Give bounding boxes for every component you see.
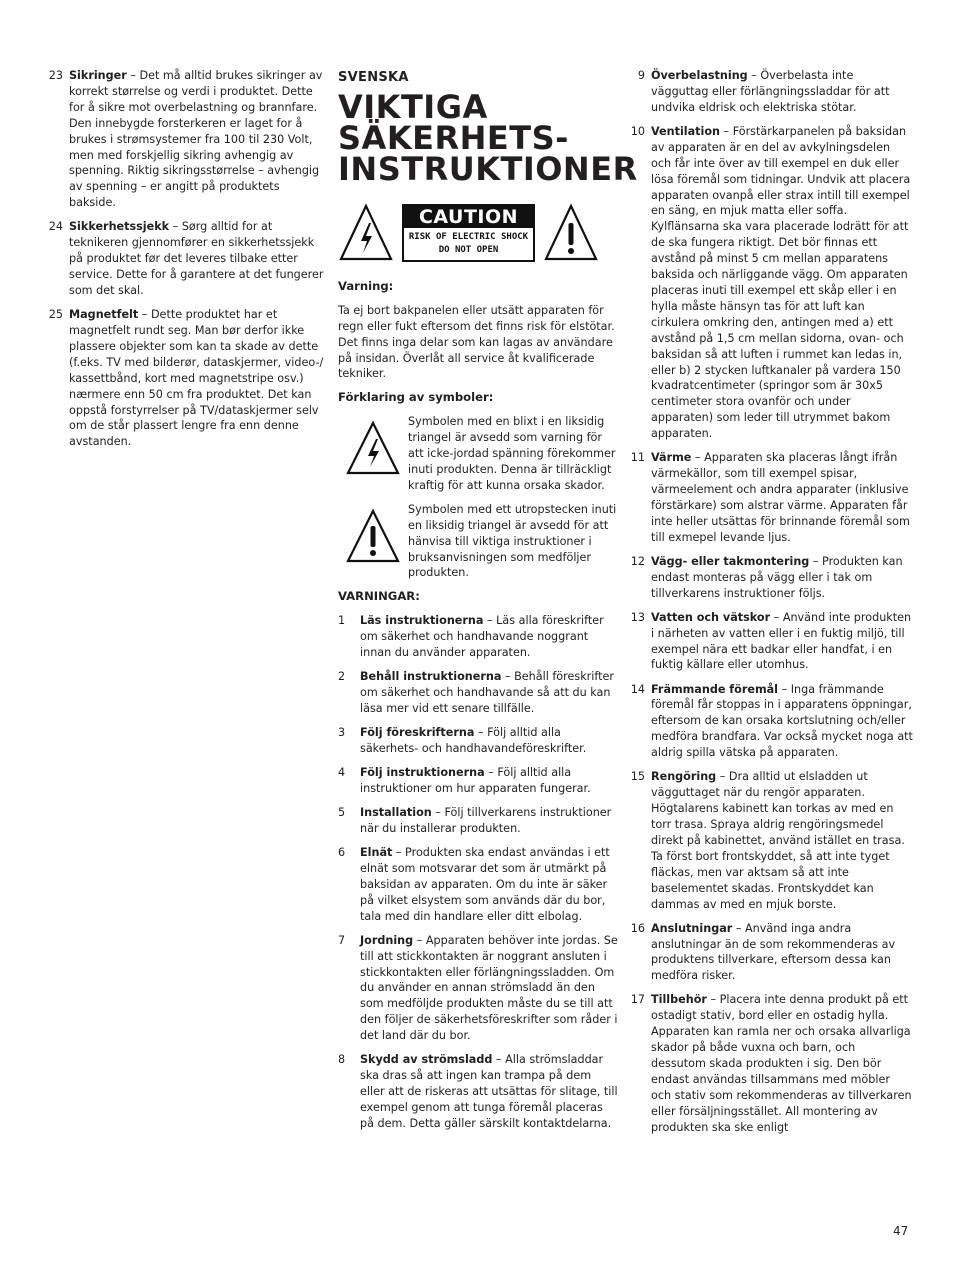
item-title: Vatten och vätskor <box>651 610 771 624</box>
item-title: Följ föreskrifterna <box>360 726 475 740</box>
item-number: 3 <box>338 726 346 740</box>
list-item <box>338 1052 618 1132</box>
item-title: Överbelastning <box>651 69 748 82</box>
list-item <box>625 769 913 912</box>
item-title: Läs instruktionerna <box>360 614 484 628</box>
item-text <box>69 219 326 299</box>
item-text <box>651 682 913 762</box>
item-body: – Använd inga andra anslutningar än de som rekommenderas av produktens tillverkare, eftersom dessa kan medföra risker. <box>651 921 896 983</box>
symbol-explanation <box>338 414 618 494</box>
caution-title: CAUTION <box>418 205 519 228</box>
list-item <box>338 933 618 1044</box>
item-title: Magnetfelt <box>69 308 139 322</box>
list-item <box>338 613 618 661</box>
item-number: 5 <box>338 806 346 820</box>
item-number: 16 <box>630 921 645 935</box>
item-text <box>360 845 618 925</box>
item-title: Behåll instruktionerna <box>360 670 502 684</box>
item-text <box>651 992 913 1135</box>
item-text <box>651 450 913 545</box>
item-body: – Apparaten ska placeras långt ifrån värmekällor, som till exempel spisar, värmeelement och andra apparater (inklusive förstärkare) som alstrar värme. Apparaten får inte heller utsättas för brinnande föremål som till exmepel levande ljus. <box>651 451 910 544</box>
item-body: – Behåll föreskrifter om säkerhet och handhavande så att du kan läsa mer vid ett senare tillfälle. <box>360 670 615 715</box>
item-body: – Läs alla föreskrifter om säkerhet och handhavande noggrant innan du använder apparaten. <box>360 614 604 660</box>
item-number: 9 <box>637 69 645 82</box>
language-label: SVENSKA <box>338 70 409 85</box>
item-text <box>651 124 913 442</box>
item-title: Värme <box>651 451 692 465</box>
list-item <box>338 669 618 717</box>
caution-label <box>402 204 535 262</box>
warnings-heading: VARNINGAR: <box>338 589 420 604</box>
item-number: 4 <box>338 766 346 780</box>
item-number: 25 <box>48 308 63 322</box>
exclamation-triangle-icon <box>345 508 401 564</box>
warning-heading: Varning: <box>338 278 394 293</box>
list-item <box>625 921 913 985</box>
item-number: 12 <box>630 554 645 568</box>
item-text <box>360 805 618 837</box>
title-line: INSTRUKTIONER <box>338 149 638 188</box>
lightning-triangle-icon <box>345 420 401 476</box>
list-item <box>338 765 618 797</box>
item-number: 2 <box>338 670 346 684</box>
item-number: 17 <box>630 993 645 1007</box>
item-text <box>360 933 618 1044</box>
symbol-icon-wrap <box>338 414 408 494</box>
item-number: 10 <box>630 124 645 138</box>
item-title: Jordning <box>360 933 414 947</box>
caution-label-block <box>338 201 618 265</box>
item-text <box>69 68 326 211</box>
title-line: VIKTIGA <box>338 87 488 126</box>
item-body: – Placera inte denna produkt på ett ostadigt stativ, bord eller en ostadig hylla. Apparaten kan ramla ner och orsaka allvarliga skador på både vuxna och barn, och dessutom skada produkten i sig. Den bör endast användas tillsammans med möbler och stativ som rekommenderas av tillverkaren eller försäljningsstället. All montering av produkten ska ske enligt <box>651 993 912 1134</box>
item-text <box>360 725 618 757</box>
item-body: – Överbelasta inte vägguttag eller förlängningssladdar för att undvika eldrisk och elektriska stötar. <box>651 69 890 114</box>
item-number: 6 <box>338 846 346 860</box>
item-title: Tillbehör <box>651 993 707 1007</box>
list-item <box>338 805 618 837</box>
item-body: – Dette produktet har et magnetfelt rundt seg. Man bør derfor ikke plassere objekter som kan ta skade av dette (f.eks. TV med bilderør, dataskjermer, video-/ kassettbånd, kort med magnetstripe osv.) nærmere enn 50 cm fra produktet. Det kan oppstå forstyrrelser på TV/dataskjermer selv om de står plassert lengre fra enn denne avstanden. <box>69 308 324 449</box>
right-column <box>625 68 913 1144</box>
list-item <box>625 682 913 762</box>
item-text <box>651 68 913 116</box>
symbol-explanation <box>338 502 618 582</box>
item-body: – Använd inte produkten i närheten av vatten eller i en fuktig miljö, till exempel nära ett badkar eller handfat, i en fuktig källare eller utomhus. <box>651 610 912 672</box>
list-item <box>43 219 326 299</box>
item-body: – Det må alltid brukes sikringer av korrekt størrelse og verdi i produktet. Dette for å sikre mot overbelastning og brannfare. Den innebygde forsterkeren er laget for å brukes i strømsystemer fra 100 til 230 Volt, men med forskjellig sikring avhengig av spenning. Riktig sikringsstørrelse – avhengig av spenning – er angitt på produktets bakside. <box>69 69 323 210</box>
list-item <box>625 450 913 545</box>
list-item <box>625 992 913 1135</box>
item-number: 13 <box>630 610 645 624</box>
item-text <box>360 613 618 661</box>
list-item <box>625 68 913 116</box>
item-text <box>651 769 913 912</box>
item-title: Sikkerhetssjekk <box>69 220 170 234</box>
item-number: 1 <box>338 614 346 628</box>
symbol-text: Symbolen med ett utropstecken inuti en liksidig triangel är avsedd för att hänvisa till viktiga instruktioner i bruksanvisningen som medföljer produkten. <box>408 502 617 580</box>
item-body: – Följ alltid alla säkerhets- och handhavandeföreskrifter. <box>360 726 587 755</box>
list-item <box>43 68 326 211</box>
item-text <box>360 669 618 717</box>
caution-subtext <box>404 228 533 260</box>
item-body: – Följ alltid alla instruktioner om hur apparaten fungerar. <box>360 766 591 795</box>
item-text <box>360 765 618 797</box>
item-text <box>651 921 913 985</box>
item-title: Rengöring <box>651 770 717 784</box>
item-body: – Alla strömsladdar ska dras så att ingen kan trampa på dem eller att de riskeras att utsättas för slitage, till exempel genom att tunga föremål placeras på dem. Detta gäller särskilt kontaktdelarna. <box>360 1053 618 1130</box>
left-column <box>43 68 326 458</box>
item-title: Främmande föremål <box>651 682 779 696</box>
list-item <box>625 610 913 674</box>
item-number: 11 <box>630 451 645 465</box>
item-number: 24 <box>48 220 63 234</box>
symbol-text: Symbolen med en blixt i en liksidig triangel är avsedd som varning för att icke-jordad spänning förekommer inuti produkten. Denna är tillräckligt kraftig för att kunna orsaka skador. <box>408 415 616 492</box>
item-number: 7 <box>338 933 346 947</box>
item-body: – Förstärkarpanelen på baksidan av apparaten är en del av avkylningsdelen och får inte över av till exempel en duk eller lösa föremål som tidningar. Undvik att placera apparaten ovanpå eller strax intill till exempel en säng, en mjuk matta eller soffa. Kylflänsarna ska vara placerade lodrätt för att de ska fungera riktigt. Det bör finnas ett avstånd på minst 5 cm mellan apparatens baksida och närliggande vägg. Om apparaten placeras inuti till exempel ett skåp eller i en hylla måste hänsyn tas för att luft kan cirkulera omkring den, antingen med a) ett avstånd på 1,5 cm mellan sidorna, ovan- och baksidan så att luften i rummet kan ledas in, eller b) 2 stycken luftkanaler på vardera 150 kvadratcentimeter (springor som är 30x5 centimeter stora ovanför och under apparaten) som leder till utrymmet bakom apparaten. <box>651 124 911 441</box>
symbols-heading: Förklaring av symboler: <box>338 390 494 405</box>
lightning-triangle-icon <box>338 203 394 263</box>
symbol-icon-wrap <box>338 502 408 582</box>
item-body: – Inga främmande föremål får stoppas in i apparatens öppningar, eftersom de kan orsaka kortslutning och/eller medföra brandfara. Var också mycket noga att aldrig spilla vätska på apparaten. <box>651 682 913 760</box>
item-title: Elnät <box>360 846 393 860</box>
item-title: Följ instruktionerna <box>360 766 485 780</box>
exclamation-triangle-icon <box>543 203 599 263</box>
item-body: – Följ tillverkarens instruktioner när du installerar produkten. <box>360 806 612 835</box>
caution-line-1: RISK OF ELECTRIC SHOCK <box>408 231 529 242</box>
item-text <box>69 307 326 450</box>
title-line: SÄKERHETS- <box>338 118 569 157</box>
list-item <box>338 725 618 757</box>
item-number: 23 <box>48 69 63 82</box>
caution-line-2: DO NOT OPEN <box>438 244 499 255</box>
item-text <box>651 610 913 674</box>
warning-text: Ta ej bort bakpanelen eller utsätt apparaten för regn eller fukt eftersom det finns risk för elstötar. Det finns inga delar som kan lagas av användare på insidan. Överlåt all service åt kvalificerade tekniker. <box>338 303 615 381</box>
page-number: 47 <box>893 1224 909 1238</box>
item-title: Skydd av strömsladd <box>360 1053 493 1067</box>
item-body: – Produkten ska endast användas i ett elnät som motsvarar det som är utmärkt på baksidan av apparaten. Om du inte är säker på vilket elsystem som används där du bor, tala med din handlare eller ditt elbolag. <box>360 846 610 923</box>
list-item <box>625 554 913 602</box>
item-body: – Sørg alltid for at teknikeren gjennomfører en sikkerhetssjekk på produktet før det leveres tilbake etter service. Dette for å garantere at det fungerer som det skal. <box>69 220 324 297</box>
list-item <box>43 307 326 450</box>
item-number: 14 <box>630 682 645 696</box>
list-item <box>338 845 618 925</box>
item-title: Anslutningar <box>651 921 733 935</box>
item-number: 15 <box>630 770 645 784</box>
list-item <box>625 124 913 442</box>
item-number: 8 <box>338 1053 346 1067</box>
item-title: Installation <box>360 806 432 820</box>
item-title: Sikringer <box>69 69 127 82</box>
item-title: Vägg- eller takmontering <box>651 554 810 568</box>
item-body: – Apparaten behöver inte jordas. Se till att stickkontakten är noggrant ansluten i stickkontakten eller förlängningssladden. Om du använder en annan strömsladd än den som medföljde produkten måste du se till att den följer de säkerhetsföreskrifter som råder i det land där du bor. <box>360 933 618 1043</box>
item-body: – Produkten kan endast monteras på vägg eller i tak om tillverkarens instruktioner följs. <box>651 554 903 600</box>
item-text <box>360 1052 618 1132</box>
item-title: Ventilation <box>651 124 720 138</box>
item-text <box>651 554 913 602</box>
item-body: – Dra alltid ut elsladden ut vägguttaget när du rengör apparaten. Högtalarens kabinett kan torkas av med en torr trasa. Spraya aldrig rengöringsmedel direkt på kabinettet, använd istället en trasa. Ta först bort frontskyddet, så att inte tyget fläckas, men var aktsam så att inte baselementet skadas. Frontskyddet kan dammas av med en mjuk borste. <box>651 770 905 911</box>
